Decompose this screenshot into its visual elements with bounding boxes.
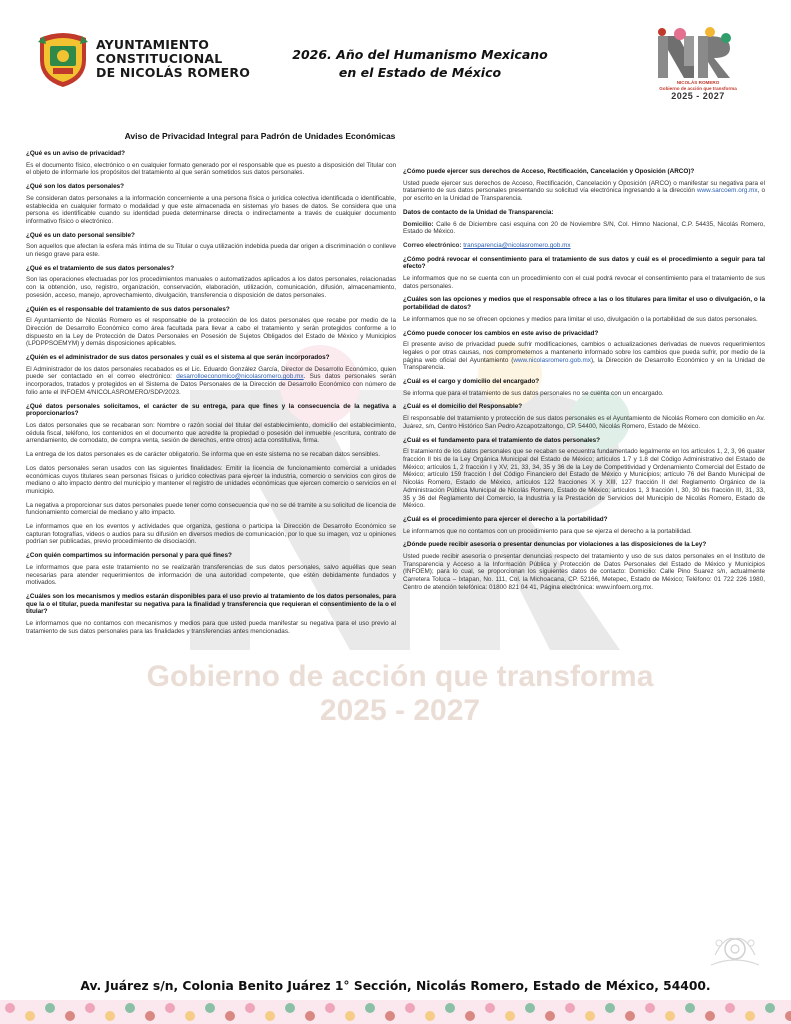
answer-paragraph: Le informamos que no se cuenta con un procedimiento con el cual podrá revocar el consentimiento para el tratamiento de sus datos personales. [403,275,765,290]
band-motif [145,1011,155,1021]
section-data-requested [26,403,396,547]
band-motif [605,1003,615,1013]
question-heading: ¿Cuáles son las opciones y medios que el responsable ofrece a las o los titulares para limitar el uso o divulgación, o la portabilidad de datos? [403,296,765,312]
address-label: Domicilio: [403,220,434,228]
band-motif [665,1011,675,1021]
municipal-crest-icon [36,30,90,88]
section-personal-data [26,183,396,226]
answer-paragraph: Le informamos que no contamos con mecanismos y medios para que usted pueda manifestar su negativa para el uso previo al tratamiento de sus datos personales para las finalidades y transferencias antes mencionadas. [26,620,396,635]
answer-paragraph: Usted puede recibir asesoría o presentar denuncias respecto del tratamiento y uso de sus datos personales en el Instituto de Transparencia y Acceso a la Información Pública y Protección de Datos Personales del Estado de México y Municipios (INFOEM); para lo cual, se proporcionan los siguientes datos de contacto: Domicilio: Calle Pino Suarez s/n, actualmente Carretera Toluca – Ixtapan, No. 111, Col. la Michoacana, CP. 52166, Metepec, Estado de México; Teléfono: 01 722 226 1980, Centro de atención telefónica: 01800 821 04 41, Página electrónica: www.infoem.org.mx. [403,553,765,591]
municipality-name [96,38,250,80]
question-heading: ¿Cuáles son los mecanismos y medios estarán disponibles para el uso previo al tratamiento de los datos personales, para que la o el titular, pueda manifestar su negativa para la finalidad y transferencia que requieran el consentimiento de la o el titular? [26,592,396,616]
section-processing [26,265,396,300]
band-motif [325,1003,335,1013]
nr-caption-line-2: Gobierno de acción que transforma [659,85,737,91]
band-motif [505,1011,515,1021]
answer-paragraph: La negativa a proporcionar sus datos personales puede tener como consecuencia que no se dé tramite a su solicitud de licencia de funcionamiento comercial de mediano y alto impacto. [26,501,396,517]
question-heading: ¿Qué es el tratamiento de sus datos personales? [26,264,175,272]
question-heading: ¿Qué es un aviso de privacidad? [26,150,126,157]
answer-paragraph: Son las operaciones efectuadas por los procedimientos manuales o automatizados aplicados a los datos personales, relacionadas con la obtención, uso, registro, organización, conservación, elaboración, utilización, comunicación, difusión, almacenamiento, posesión, acceso, manejo, aprovechamiento, divulgación, transferencia o disposición de datos personales. [26,276,396,299]
band-motif [245,1003,255,1013]
document-title: Aviso de Privacidad Integral para Padrón de Unidades Económicas [124,131,396,141]
answer-paragraph: Le informamos que para este tratamiento no se realizarán transferencias de sus datos personales, salvo aquéllas que sean necesarias para atender requerimientos de información de una autoridad competente, que estén debidamente fundados y motivados. [26,563,396,587]
question-heading: ¿Quién es el responsable del tratamiento de sus datos personales? [26,305,230,313]
section-responsible-address [403,403,765,430]
question-heading: ¿Cómo puede conocer los cambios en este aviso de privacidad? [403,329,599,337]
ayto-line-2: CONSTITUCIONAL [96,51,223,66]
band-motif [345,1011,355,1021]
question-heading: ¿Qué son los datos personales? [26,183,124,191]
question-heading: ¿Cuál es el cargo y domicilio del encargado? [403,378,540,386]
footer-address: Av. Juárez s/n, Colonia Benito Juárez 1° Sección, Nicolás Romero, Estado de México, 54400. [80,979,711,993]
answer-paragraph: Los datos personales que se recabaran son: Nombre o razón social del titular del establecimiento, domicilio del establecimiento, cédula fiscal, teléfono, los contenidos en el documento que acredite la propiedad o posesión del inmueble (escritura, contrato de arrendamiento, de comodato, de compra venta, sesión de derechos, entre otros) acta constitutiva, firma. [26,421,396,445]
band-motif [565,1003,575,1013]
answer-paragraph: Se informa que para el tratamiento de sus datos personales no se cuenta con un encargado. [403,389,664,397]
band-motif [545,1011,555,1021]
motto-line-2: en el Estado de México [338,65,502,80]
answer-paragraph: El responsable del tratamiento y protección de sus datos personales es el Ayuntamiento de Nicolás Romero con domicilio en Av. Juárez, s/n, Centro Histórico San Pedro Azcapotzaltongo, CP. 54400, Nicolás Romero, Estado de México. [403,415,765,430]
website-link[interactable]: www.nicolasromero.gob.mx [513,356,591,364]
band-motif [745,1011,755,1021]
answer-text: Usted puede ejercer sus derechos de Acceso, Rectificación, Cancelación y Oposición (ARCO) o manifestar su negativa para el tratamiento de sus datos personales presentando su solicitud vía electrónica ingresando a la dirección [403,179,765,195]
motto-line-1: 2026. Año del Humanismo Mexicano [292,47,548,62]
band-motif [265,1011,275,1021]
nr-caption-line-1: NICOLÁS ROMERO [676,80,720,85]
answer-text: , o por escrito en la Unidad de Transparencia. [403,187,765,203]
band-motif [485,1003,495,1013]
band-motif [105,1011,115,1021]
section-portability [403,516,765,535]
band-motif [525,1003,535,1013]
email-label: Correo electrónico: [403,241,462,249]
left-column [26,150,396,641]
section-legal-basis [403,437,765,510]
answer-paragraph: Le informamos que no contamos con un procedimiento para que se ejerza el derecho a la portabilidad. [403,527,692,535]
right-column [403,168,765,598]
question-heading: ¿Dónde puede recibir asesoría o presentar denuncias por violaciones a las disposiciones de la Ley? [403,541,707,549]
band-motif [25,1011,35,1021]
watermark-line-2: 2025 - 2027 [319,694,481,727]
band-motif [365,1003,375,1013]
answer-paragraph: Los datos personales seran usados con las siguientes finalidades: Emitir la licencia de funcionamiento comercial a unidades económicas cuyos titulares sean personas físicas o jurídico colectivas para ejercer la industria, comercio o servicios con giros de mediano o alto impacto dentro del municipio y mantener el registro de unidades económicas que ejercen comercio o servicios en el municipio. [26,464,396,495]
answer-paragraph: Le informamos que no se ofrecen opciones y medios para limitar el uso, divulgación o la portabilidad de sus datos personales. [403,315,758,323]
answer-paragraph [403,341,765,372]
year-motto [280,46,560,82]
band-motif [725,1003,735,1013]
watermark-line-1: Gobierno de acción que transforma [146,660,654,693]
address-paragraph [403,221,765,236]
section-processor [403,378,765,397]
section-changes [403,330,765,373]
band-motif [425,1011,435,1021]
band-motif [185,1011,195,1021]
answer-paragraph: La entrega de los datos personales es de carácter obligatorio. Se informa que en este sistema no se recaban datos sensibles. [26,451,381,459]
section-complaints [403,541,765,591]
band-motif [585,1011,595,1021]
transparency-email-link[interactable]: transparencia@nicolasromero.gob.mx [463,241,571,249]
section-mechanisms [26,593,396,636]
band-motif [5,1003,15,1013]
answer-paragraph: El Ayuntamiento de Nicolás Romero es el responsable de la protección de los datos personales que recabe por medio de la Dirección de Desarrollo Económico como área facultada para llevar a cabo el tratamiento y serán protegidos conforme a lo dispuesto en la Ley de Protección de Datos Personales en Posesión de Sujetos Obligados del Estado de México y Municipios (LPDPPSOEMYM) y demás disposiciones aplicables. [26,317,396,348]
section-contact [403,209,765,250]
band-motif [225,1011,235,1021]
answer-text: . Sus datos personales serán incorporados, tratados y protegidos en el Sistema de Datos Personales de la Dirección de Desarrollo Económico con número de folio ante el INFOEM 4/NICOLASROMERO/SDP/2023. [26,373,396,396]
nr-years: 2025 - 2027 [671,91,725,101]
answer-text: El Administrador de los datos personales recabados es el Lic. Eduardo González García, Director de Desarrollo Económico, quien puede ser contactado en el correo electrónico: [26,365,396,381]
email-link[interactable]: desarrolloeconomico@nicolasromero.gob.mx [176,373,304,381]
ayto-line-1: AYUNTAMIENTO [96,37,210,52]
band-motif [65,1011,75,1021]
band-motif [85,1003,95,1013]
band-motif [205,1003,215,1013]
question-heading: ¿Cómo podrá revocar el consentimiento para el tratamiento de sus datos y cuál es el procedimiento a seguir para tal efecto? [403,255,765,271]
question-heading: ¿Cuál es el domicilio del Responsable? [403,403,523,411]
band-motif [45,1003,55,1013]
floral-ornament-icon [705,925,765,973]
band-motif [765,1003,775,1013]
band-motif [705,1011,715,1021]
band-motif [285,1003,295,1013]
section-administrator [26,354,396,397]
answer-paragraph: Le informamos que en los eventos y actividades que organiza, gestiona o participa la Dirección de Desarrollo Económico se capturan fotografías, videos o audios para su difusión en diversos medios de comunicación, por lo que su imagen, voz u opiniones podrían ser publicadas, previo procedimiento de disociación. [26,523,396,546]
answer-paragraph [26,366,396,397]
question-heading: ¿Quién es el administrador de sus datos personales y cuál es el sistema al que serán incorporados? [26,354,330,362]
answer-paragraph [403,180,765,203]
nr-caption [650,80,746,91]
question-heading: ¿Cuál es el fundamento para el tratamiento de datos personales? [403,436,601,444]
band-motif [625,1011,635,1021]
answer-paragraph: Se consideran datos personales a la información concerniente a una persona física o jurídica colectiva identificada o identificable, establecida en cualquier formato o modalidad y que este almacenada en sistemas y/o bases de datos. Se considera que una persona es identificable cuando su identidad pueda determinarse directa o indirectamente a través de cualquier documento informativo físico o electrónico. [26,194,396,225]
section-sensitive-data [26,232,396,259]
answer-text: ), la Dirección de Desarrollo Económico y en la Unidad de Transparencia. [403,356,765,372]
page-header [0,0,791,118]
answer-paragraph: Son aquellos que afectan la esfera más íntima de su Titular o cuya utilización indebida pueda dar origen a discriminación o conlleve un riesgo grave para este. [26,243,396,259]
section-responsible [26,306,396,349]
band-motif [465,1011,475,1021]
band-motif [385,1011,395,1021]
band-motif [405,1003,415,1013]
question-heading: ¿Qué es un dato personal sensible? [26,231,135,239]
question-heading: ¿Qué datos personales solicitamos, el carácter de su entrega, para que fines y la consecuencia de la negativa a proporcionarlos? [26,402,396,418]
band-motif [685,1003,695,1013]
watermark-text [140,660,660,728]
address-text: Calle 6 de Diciembre casi esquina con 20 de Noviembre S/N, Col. Himno Nacional, C.P. 54435, Nicolás Romero, Estado de México. [403,220,765,236]
email-paragraph [403,242,765,250]
question-heading: ¿Cuál es el procedimiento para ejercer el derecho a la portabilidad? [403,515,608,523]
section-revoke [403,256,765,291]
band-motif [445,1003,455,1013]
band-motif [165,1003,175,1013]
question-heading: ¿Con quién compartimos su información personal y para qué fines? [26,552,232,560]
band-motif [125,1003,135,1013]
question-heading: ¿Cómo puede ejercer sus derechos de Acceso, Rectificación, Cancelación y Oposición (ARCO)? [403,168,695,175]
section-what-is-notice [26,150,396,177]
section-limit-use [403,296,765,323]
ayto-line-3: DE NICOLÁS ROMERO [96,65,251,80]
section-sharing [26,552,396,587]
band-motif [305,1011,315,1021]
answer-paragraph: Es el documento físico, electrónico o en cualquier formato generado por el responsable que es puesto a disposición del Titular con el objeto de informarle los propósitos del tratamiento al que serán sometidos sus datos personales. [26,161,396,177]
sarcoem-link[interactable]: www.sarcoem.org.mx [696,187,758,195]
decorative-footer-band [0,1000,791,1024]
answer-paragraph: El tratamiento de los datos personales que se recaban se encuentra fundamentado legalmente en los artículos 1, 2, 3, 96 quater fracción II bis de la Ley Orgánica Municipal del Estado de México; artículos 1.7 y 1.8 del Código Administrativo del Estado de México; artículos 1, 2 fracción I y XV, 21, 33, 34, 35 y 36 de la Ley de Competitividad y Ordenamiento Comercial del Estado de México; artículo 159 fracción I del Código Financiero del Estado de México y Municipios; artículo 76 del Bando Municipal de Nicolás Romero, Estado de México, artículos 122 fracciones X y XIII, 127 fracción II del Reglamento Orgánico de la Administración Pública Municipal de Nicolás Romero, Estado de México; artículos 1, 3 fracción I, 30, 30 bis fracción III, 31, 33, 35 y 36 del Reglamento del Comercio, la Industria y la Prestación de Servicios del Municipio de Nicolás Romero, Estado de México. [403,448,765,510]
section-arco-rights [403,168,765,203]
question-heading: Datos de contacto de la Unidad de Transparencia: [403,208,554,216]
band-motif [645,1003,655,1013]
answer-text: El presente aviso de privacidad puede sufrir modificaciones, cambios o actualizaciones derivadas de nuevos requerimientos legales o por otras causas, nos comprometemos a mantenerlo informado sobre los cambios que pueda sufrir, por medio de la página web oficial del Ayuntamiento ( [403,341,765,364]
